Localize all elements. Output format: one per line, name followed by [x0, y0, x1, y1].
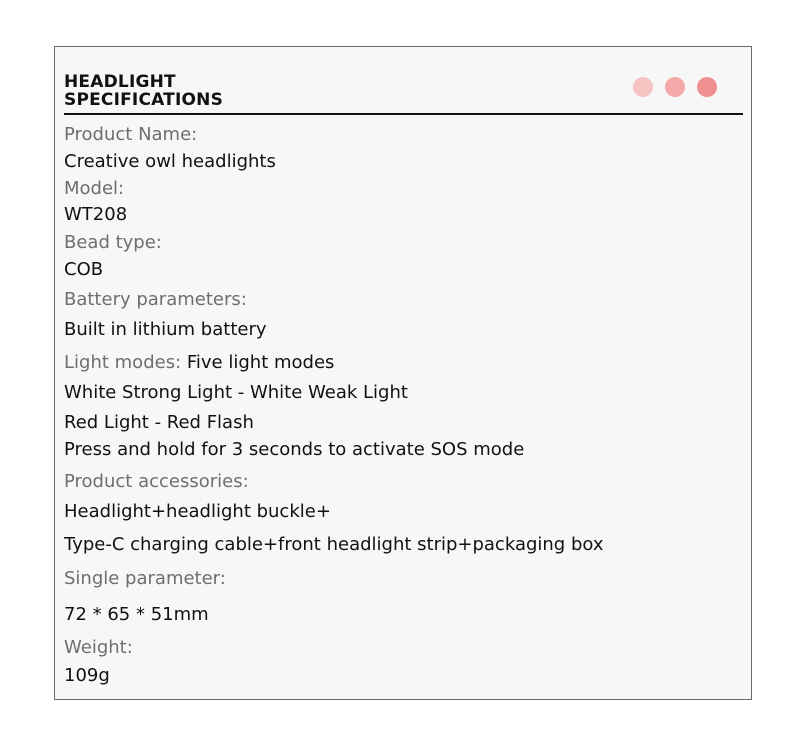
dot-icon-1: [633, 77, 653, 97]
model-value: WT208: [64, 204, 128, 225]
bead-type-label: Bead type:: [64, 232, 162, 253]
dot-icon-2: [665, 77, 685, 97]
bead-type-value: COB: [64, 259, 104, 280]
product-name-label: Product Name:: [64, 124, 198, 145]
title-line-2: SPECIFICATIONS: [64, 90, 224, 110]
light-modes-line-3: Red Light - Red Flash: [64, 412, 254, 433]
accessories-line-1: Headlight+headlight buckle+: [64, 501, 331, 522]
dot-icon-3: [697, 77, 717, 97]
light-modes-row: [64, 352, 334, 374]
weight-label: Weight:: [64, 637, 133, 658]
page-title: [64, 73, 223, 109]
spec-card: [54, 46, 752, 700]
light-modes-label: Light modes:: [64, 352, 182, 373]
header-divider: [64, 113, 743, 115]
battery-label: Battery parameters:: [64, 289, 247, 310]
light-modes-line-4: Press and hold for 3 seconds to activate SOS mode: [64, 439, 525, 460]
title-line-1: HEADLIGHT: [64, 72, 176, 92]
model-label: Model:: [64, 178, 125, 199]
light-modes-line-2: White Strong Light - White Weak Light: [64, 382, 408, 403]
accessories-label: Product accessories:: [64, 471, 249, 492]
accessories-line-2: Type-C charging cable+front headlight strip+packaging box: [64, 534, 604, 555]
single-parameter-value: 72 * 65 * 51mm: [64, 604, 209, 625]
battery-value: Built in lithium battery: [64, 319, 267, 340]
single-parameter-label: Single parameter:: [64, 568, 226, 589]
product-name-value: Creative owl headlights: [64, 151, 276, 172]
weight-value: 109g: [64, 665, 110, 686]
light-modes-value: Five light modes: [181, 352, 335, 373]
